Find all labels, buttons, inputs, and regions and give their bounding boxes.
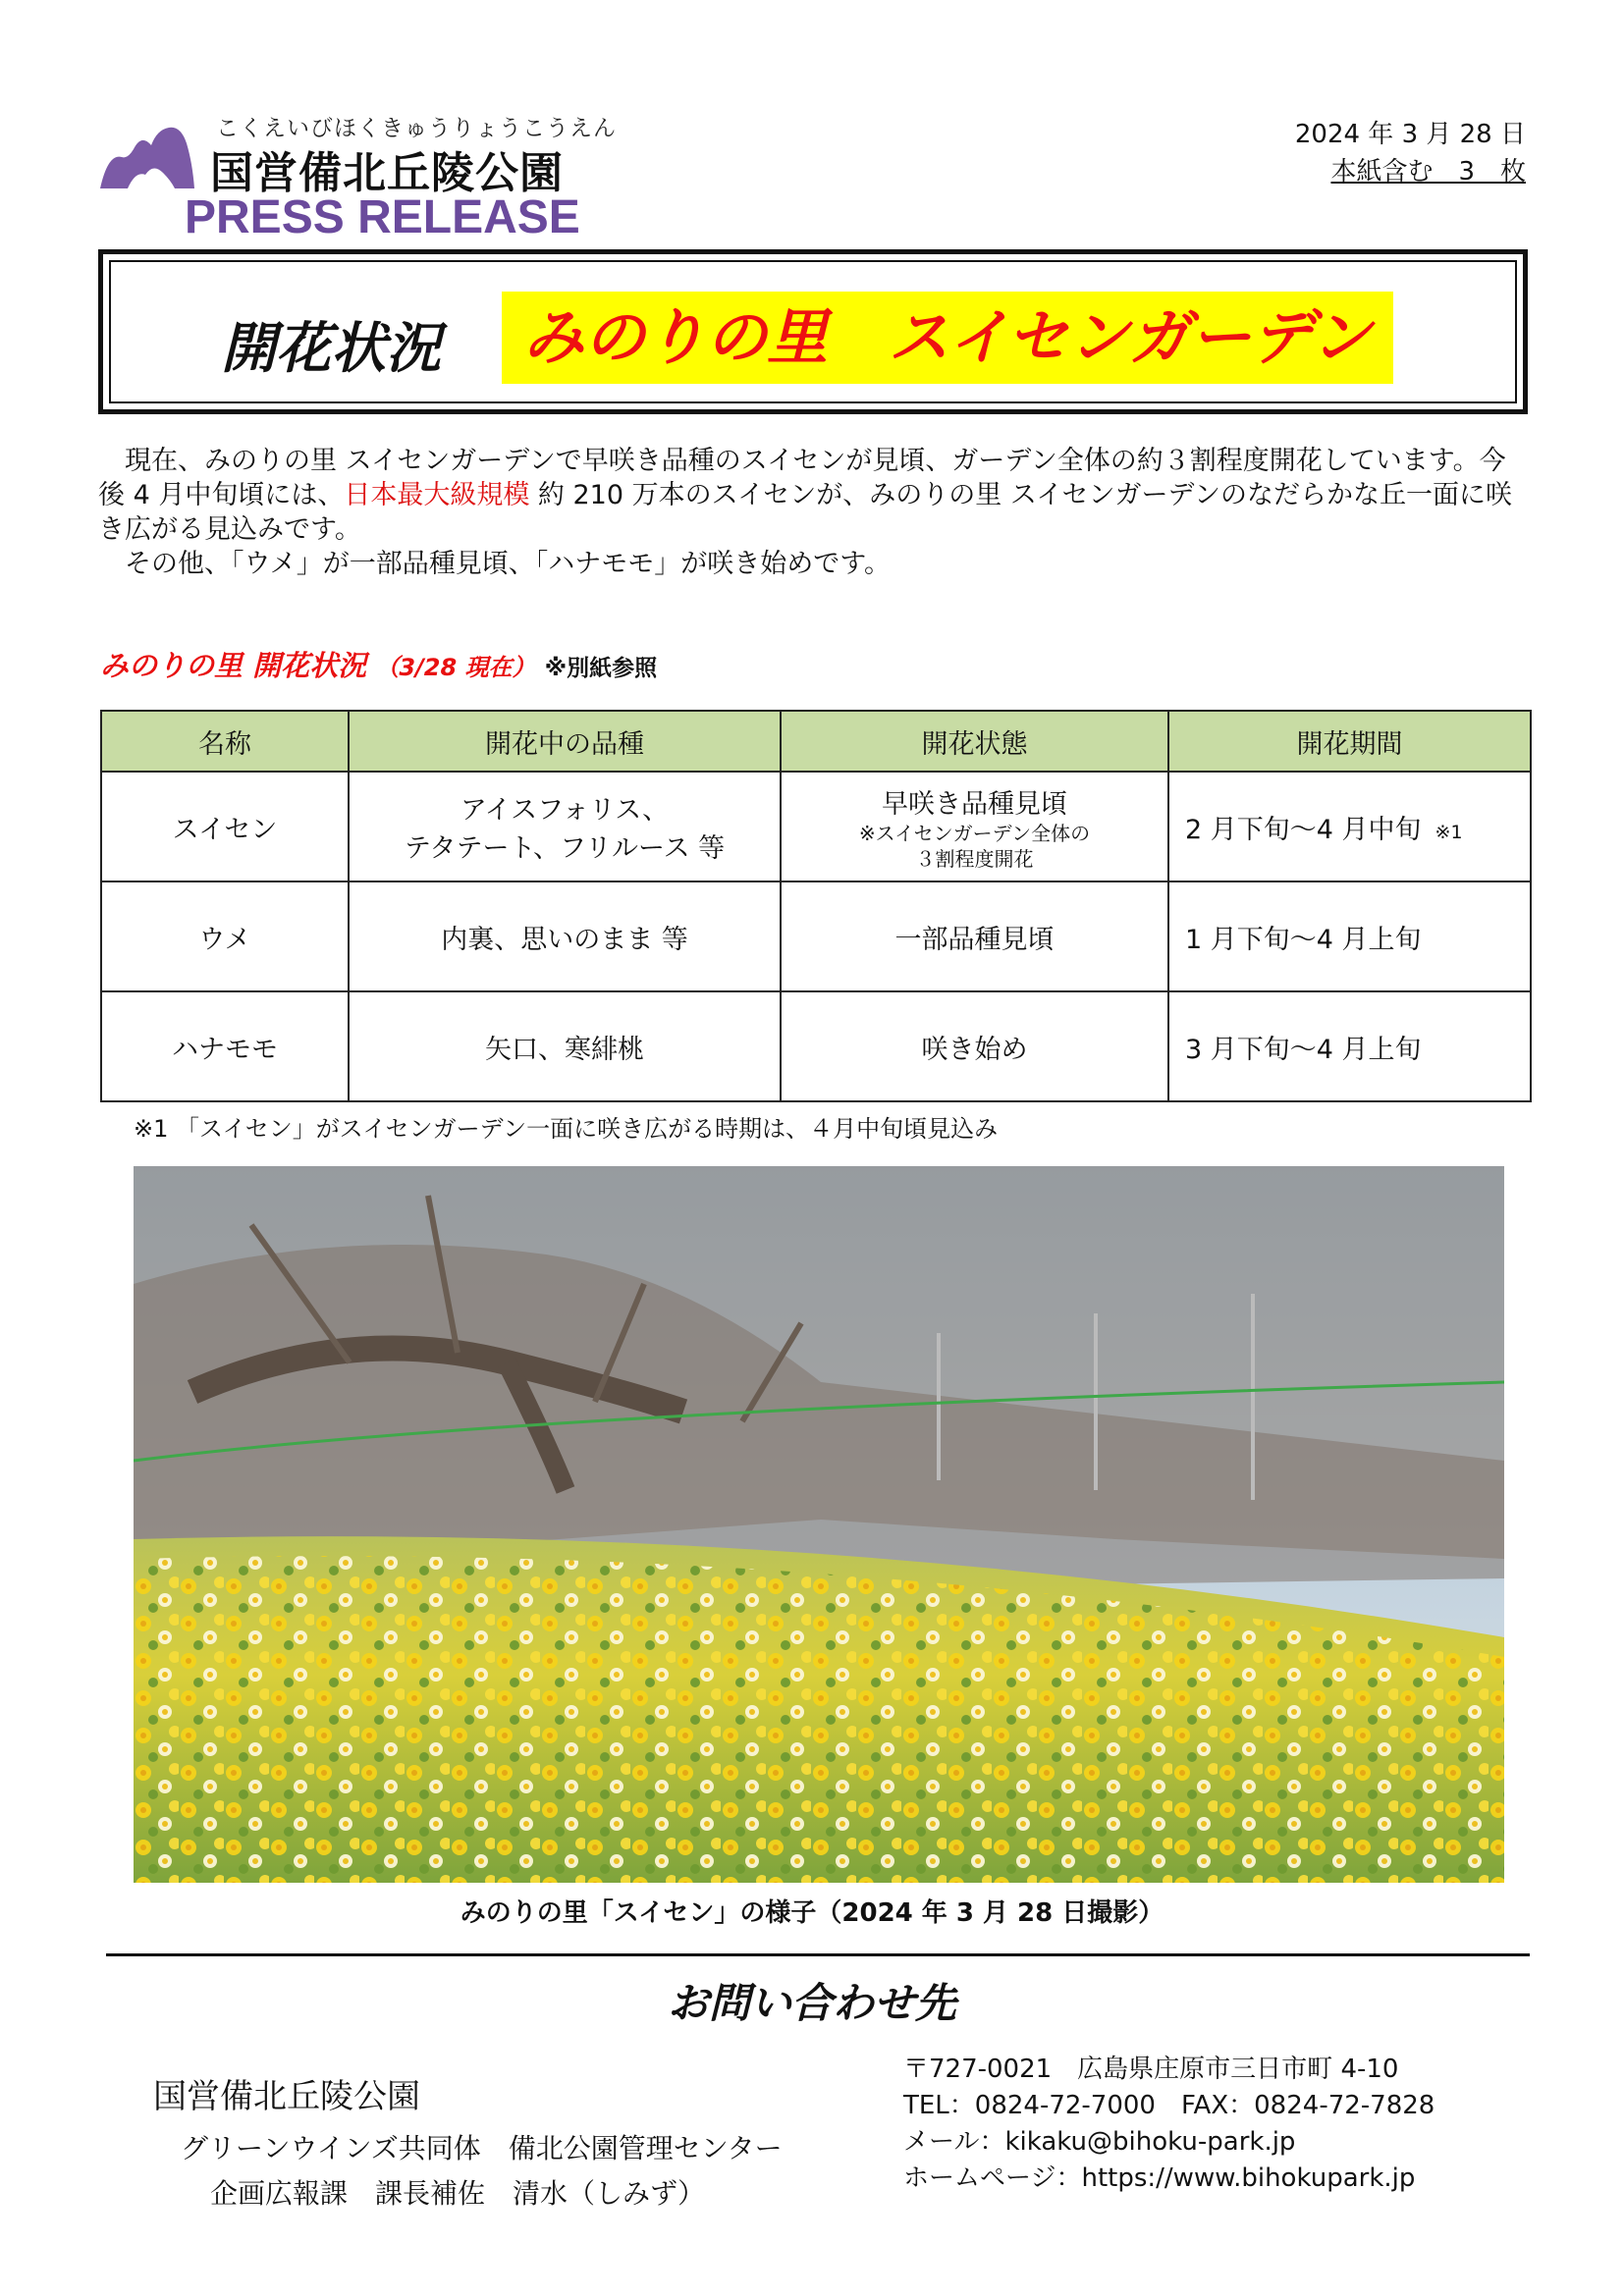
- section-ref: ※別紙参照: [544, 656, 658, 681]
- contact-web[interactable]: ホームページ：https://www.bihokupark.jp: [903, 2163, 1416, 2193]
- status-note-2: ３割程度開花: [915, 846, 1034, 871]
- daffodil-photo: [134, 1166, 1504, 1883]
- table-footnote: ※1 「スイセン」がスイセンガーデン一面に咲き広がる時期は、４月中旬頃見込み: [134, 1115, 999, 1143]
- title-status: 開花状況: [221, 317, 441, 381]
- table-header-row: [101, 711, 1531, 772]
- contact-person: 企画広報課 課長補佐 清水（しみず）: [210, 2177, 706, 2210]
- logo-org-name: 国営備北丘陵公園: [210, 148, 564, 198]
- cell-variety: 矢口、寒緋桃: [349, 991, 781, 1101]
- title-box: [98, 249, 1528, 414]
- col-header-variety: 開花中の品種: [349, 711, 781, 772]
- title-main: みのりの里 スイセンガーデン: [502, 292, 1393, 384]
- body-p1-b: 約 210 万本のスイセンが、みのりの里 スイセンガーデンのなだらかな丘一面に咲き広がる見込みです。: [98, 480, 1512, 545]
- period-note: ※1: [1435, 821, 1463, 843]
- status-note-1: ※スイセンガーデン全体の: [858, 821, 1091, 845]
- cell-name: ウメ: [101, 881, 349, 991]
- title-inner-frame: [109, 260, 1517, 403]
- table-row: [101, 881, 1531, 991]
- contact-address-block: [903, 2052, 1435, 2197]
- body-text: [98, 444, 1532, 581]
- table-row: [101, 991, 1531, 1101]
- daffodil-field-image: [134, 1166, 1504, 1883]
- contact-tel-fax: TEL：0824-72-7000 FAX：0824-72-7828: [903, 2091, 1435, 2120]
- status-main: 早咲き品種見頃: [882, 788, 1067, 820]
- logo-ruby: こくえいびほくきゅうりょうこうえん: [216, 116, 617, 141]
- variety-line-1: アイスフォリス、: [460, 795, 670, 826]
- contact-org-sub: グリーンウインズ共同体 備北公園管理センター: [181, 2132, 783, 2164]
- photo-caption: みのりの里「スイセン」の様子（2024 年 3 月 28 日撮影）: [460, 1898, 1164, 1928]
- cell-status: 咲き始め: [781, 991, 1168, 1101]
- cell-period: 1 月下旬～4 月上旬: [1168, 881, 1531, 991]
- period-text: 2 月下旬～4 月中旬: [1185, 814, 1422, 845]
- body-p1-a: 現在、みのりの里 スイセンガーデンで早咲き品種のスイセンが見頃、ガーデン全体の約３割程度開花しています。今後 4 月中旬頃には、: [98, 446, 1506, 510]
- col-header-name: 名称: [101, 711, 349, 772]
- cell-variety: 内裏、思いのまま 等: [349, 881, 781, 991]
- body-paragraph-2: その他、「ウメ」が一部品種見頃、「ハナモモ」が咲き始めです。: [125, 549, 892, 579]
- highlight-largest: 日本最大級規模: [344, 480, 530, 510]
- bloom-status-table: [100, 710, 1532, 1102]
- col-header-status: 開花状態: [781, 711, 1168, 772]
- col-header-period: 開花期間: [1168, 711, 1531, 772]
- section-title: みのりの里 開花状況: [100, 649, 367, 682]
- contact-email[interactable]: メール：kikaku@bihoku-park.jp: [903, 2127, 1296, 2157]
- press-release-label: PRESS RELEASE: [185, 191, 580, 243]
- date-block: [1212, 116, 1526, 190]
- release-date: 2024 年 3 月 28 日: [1294, 120, 1526, 149]
- park-logo: [98, 110, 617, 247]
- hills-logo-icon: [98, 124, 196, 192]
- contact-postal: 〒727-0021 広島県庄原市三日市町 4-10: [903, 2055, 1399, 2084]
- cell-name: ハナモモ: [101, 991, 349, 1101]
- table-row: [101, 772, 1531, 881]
- contact-heading: お問い合わせ先: [667, 1979, 956, 2027]
- cell-variety: [349, 772, 781, 881]
- cell-status: [781, 772, 1168, 881]
- variety-line-2: テタテート、フリルース 等: [404, 833, 726, 864]
- sheet-count: 本紙含む 3 枚: [1330, 157, 1526, 187]
- body-paragraph-1: [98, 444, 1532, 547]
- cell-name: スイセン: [101, 772, 349, 881]
- cell-period: [1168, 772, 1531, 881]
- cell-period: 3 月下旬～4 月上旬: [1168, 991, 1531, 1101]
- section-date: （3/28 現在）: [375, 654, 536, 681]
- divider-line: [106, 1953, 1530, 1956]
- contact-org: [153, 2069, 783, 2212]
- section-heading: [100, 644, 657, 684]
- contact-org-name: 国営備北丘陵公園: [153, 2077, 420, 2116]
- cell-status: 一部品種見頃: [781, 881, 1168, 991]
